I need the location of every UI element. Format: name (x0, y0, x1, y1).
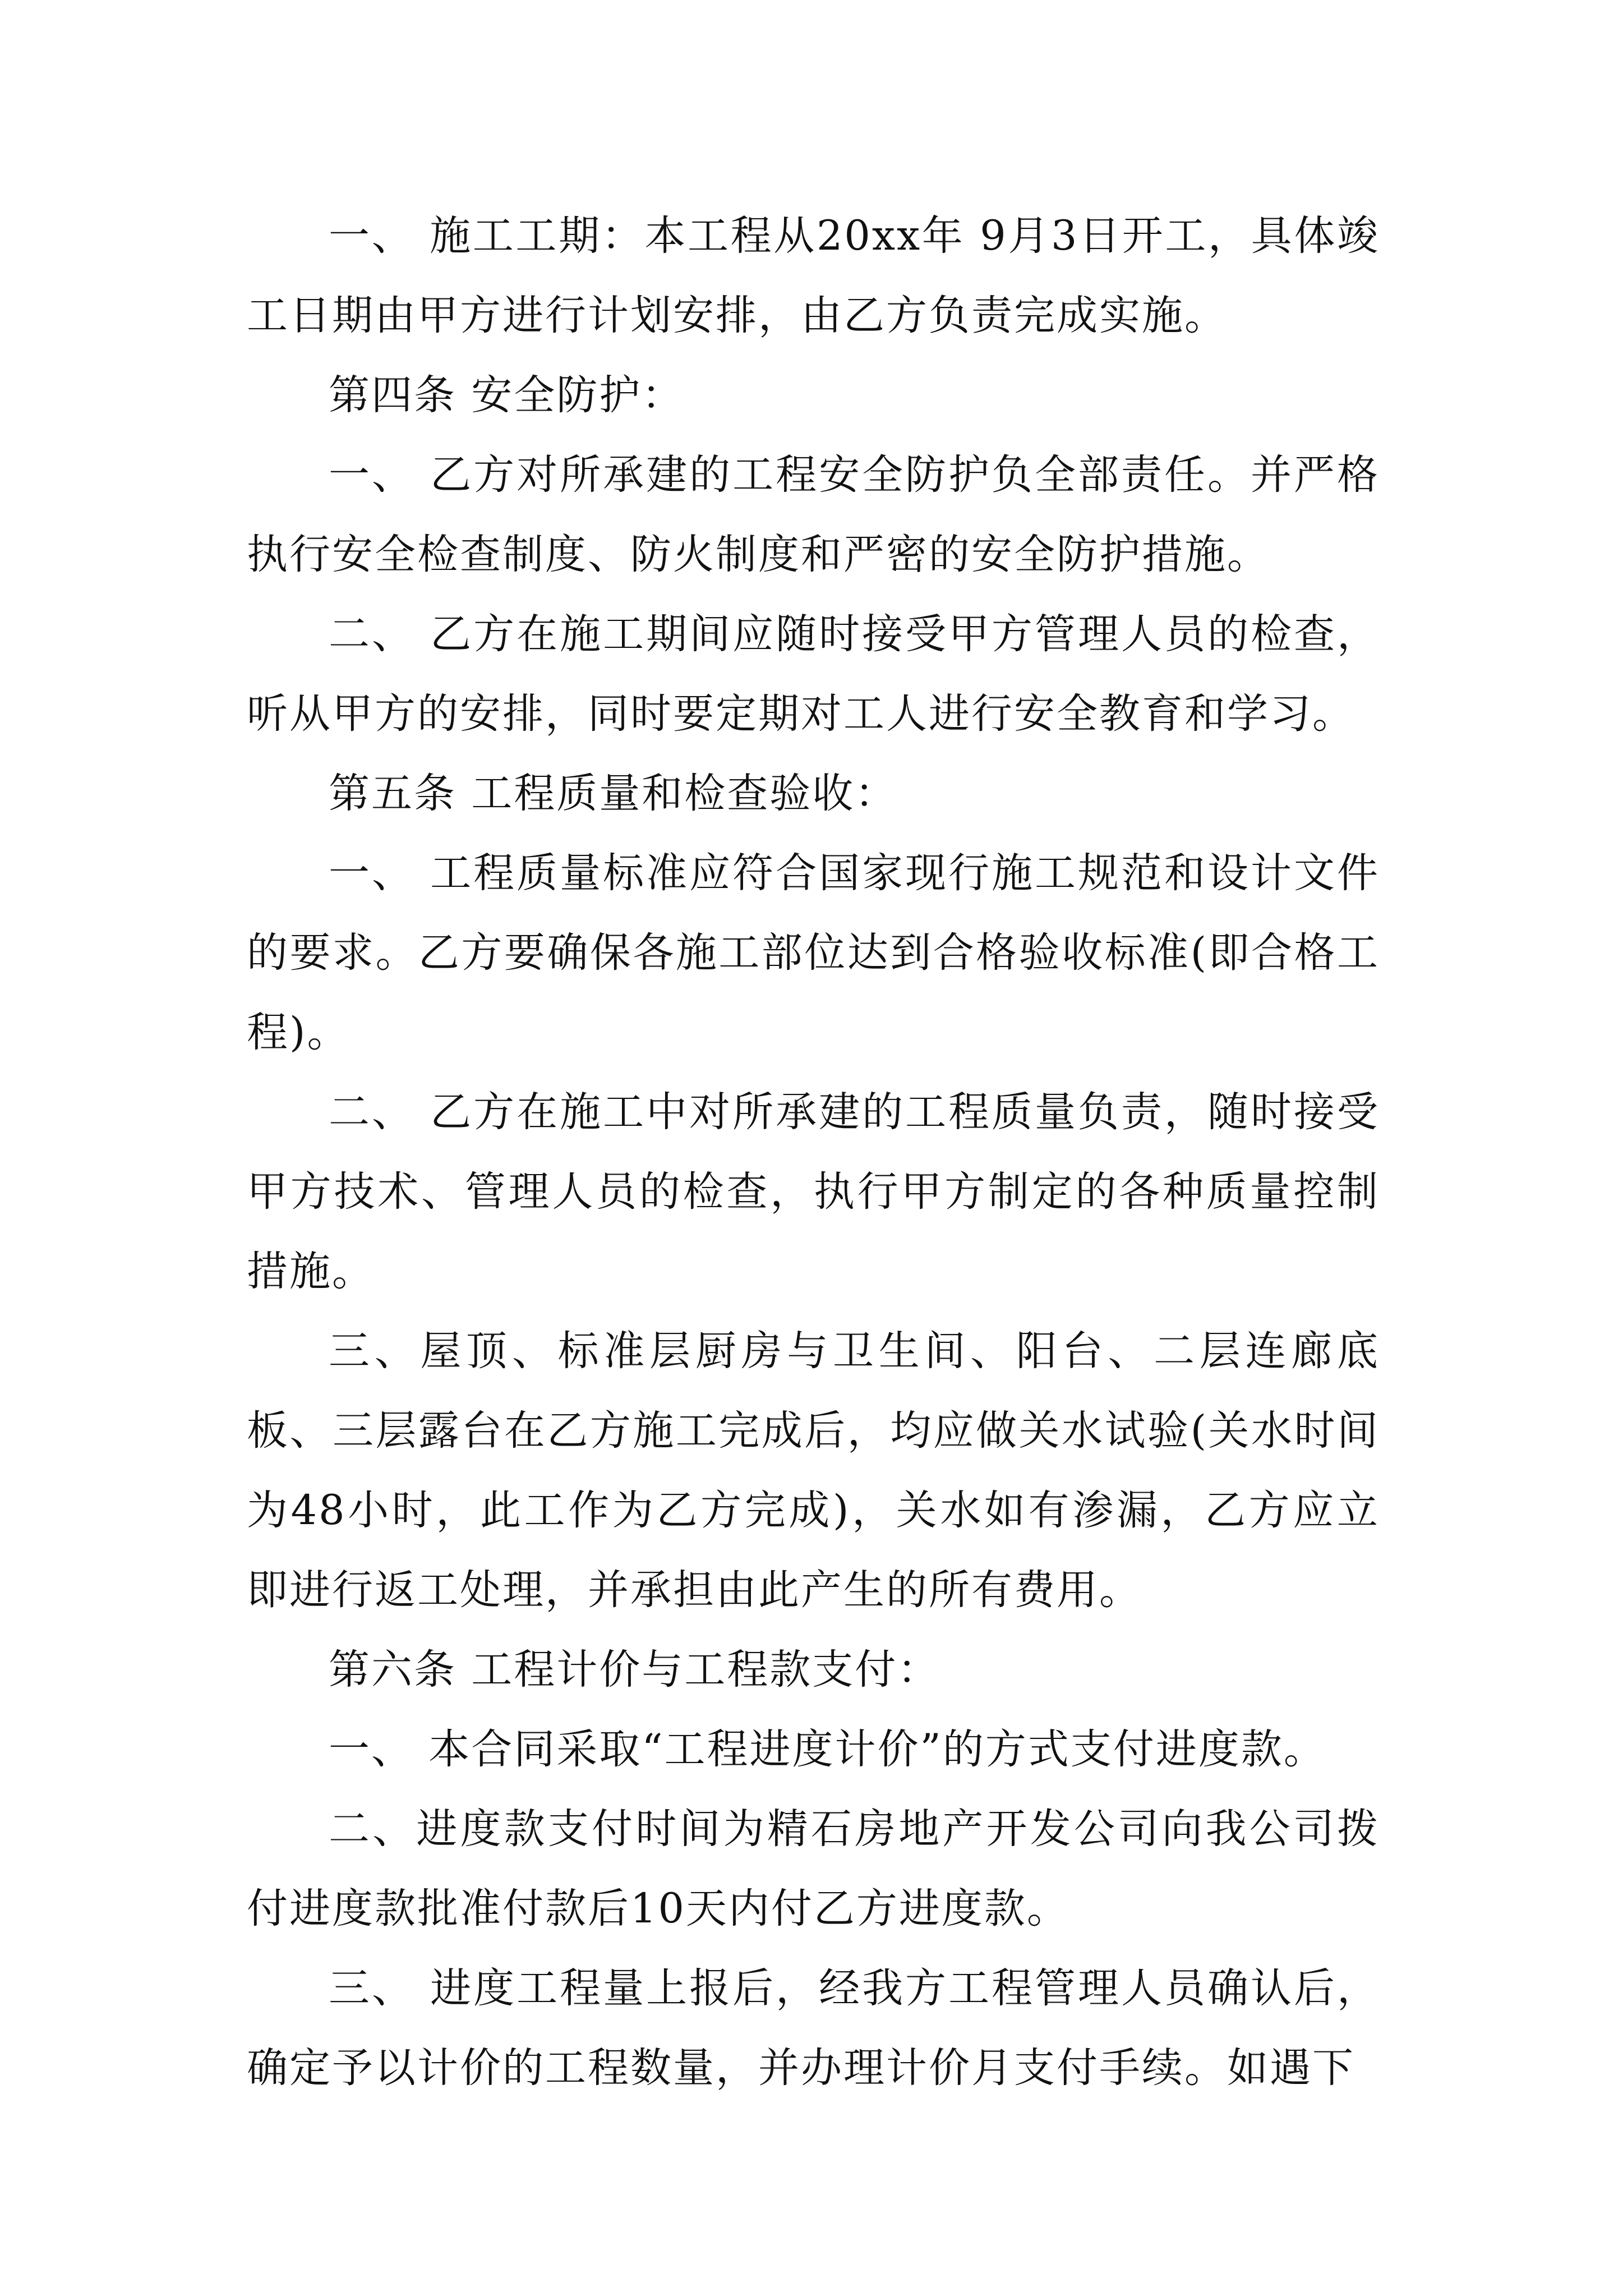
paragraph-safety-1: 一、 乙方对所承建的工程安全防护负全部责任。并严格执行安全检查制度、防火制度和严密的安全防护措施。 (247, 451, 1380, 578)
paragraph-quality-2: 二、 乙方在施工中对所承建的工程质量负责，随时接受甲方技术、管理人员的检查，执行甲方制定的各种质量控制措施。 (247, 1088, 1380, 1295)
heading-article-6: 第六条 工程计价与工程款支付： (329, 1646, 940, 1694)
paragraph-quality-3: 三、屋顶、标准层厨房与卫生间、阳台、二层连廊底板、三层露台在乙方施工完成后，均应做关水试验(关水时间为48小时，此工作为乙方完成)，关水如有渗漏，乙方应立即进行返工处理，并承担由此产生的所有费用。 (247, 1327, 1380, 1614)
heading-article-5: 第五条 工程质量和检查验收： (329, 770, 898, 817)
paragraph-construction-period: 一、 施工工期：本工程从20xx年 9月3日开工，具体竣工日期由甲方进行计划安排，由乙方负责完成实施。 (247, 212, 1380, 339)
paragraph-safety-2: 二、 乙方在施工期间应随时接受甲方管理人员的检查，听从甲方的安排，同时要定期对工人进行安全教育和学习。 (247, 610, 1380, 738)
paragraph-quality-1: 一、 工程质量标准应符合国家现行施工规范和设计文件的要求。乙方要确保各施工部位达到合格验收标准(即合格工程)。 (247, 849, 1380, 1056)
paragraph-payment-2: 二、进度款支付时间为精石房地产开发公司向我公司拨付进度款批准付款后10天内付乙方进度款。 (247, 1805, 1380, 1932)
heading-article-4: 第四条 安全防护： (329, 371, 685, 419)
document-body (247, 196, 1380, 2108)
paragraph-payment-3: 三、 进度工程量上报后，经我方工程管理人员确认后，确定予以计价的工程数量，并办理计价月支付手续。如遇下 (247, 1964, 1380, 2092)
paragraph-payment-1: 一、 本合同采取“工程进度计价”的方式支付进度款。 (329, 1726, 1326, 1773)
